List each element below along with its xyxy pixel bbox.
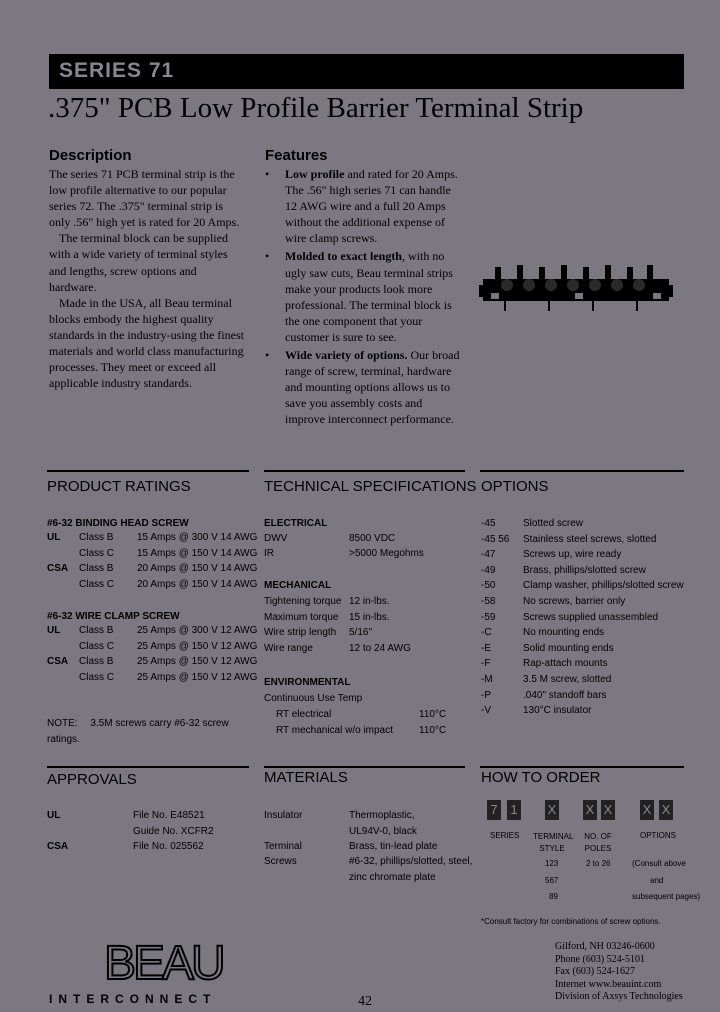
logo-tagline: INTERCONNECT — [49, 992, 217, 1006]
spec-value: 110°C — [419, 725, 447, 736]
option-code: -V — [481, 705, 491, 717]
materials-heading: MATERIALS — [264, 769, 348, 786]
option-code: -47 — [481, 549, 496, 561]
terminal-style: 89 — [549, 892, 558, 901]
order-heading: HOW TO ORDER — [481, 769, 601, 786]
class: Class C — [79, 547, 115, 559]
order-label-options: OPTIONS — [640, 831, 677, 840]
option-desc: .040" standoff bars — [523, 689, 607, 701]
order-options-note: subsequent pages) — [632, 892, 701, 901]
table-row — [47, 548, 257, 564]
order-digit-box: X — [640, 800, 654, 820]
material-key: Screws — [264, 856, 297, 867]
material-value: #6-32, phillips/slotted, steel, — [349, 856, 473, 867]
description-paragraph-2: The terminal block can be supplied with a wide variety of terminal styles and lengths, screw options and hardware. — [49, 231, 228, 294]
order-label-poles: NO. OF POLES — [584, 832, 612, 853]
spec-key: Tightening torque — [264, 596, 342, 607]
spec-key: Maximum torque — [264, 612, 339, 623]
contact-line: Fax (603) 524-1627 — [555, 966, 635, 977]
rating-value: 15 Amps @ 300 V 14 AWG — [137, 532, 258, 543]
spec-value: 15 in-lbs. — [349, 612, 390, 623]
spec-key: RT electrical — [276, 709, 332, 720]
option-code: -45 — [481, 518, 496, 529]
contact-block — [555, 941, 683, 1004]
ratings-note — [47, 718, 229, 729]
spec-key: IR — [264, 548, 274, 559]
option-row — [481, 690, 684, 706]
option-row — [481, 612, 684, 628]
option-desc: Rap-attach mounts — [523, 658, 608, 670]
approval-file: File No. 025562 — [133, 841, 204, 852]
spec-key: Wire strip length — [264, 627, 337, 638]
order-digit-box: X — [601, 800, 615, 820]
table-row — [47, 532, 257, 548]
option-desc: Stainless steel screws, slotted — [523, 533, 657, 545]
order-label-series: SERIES — [490, 831, 520, 840]
order-digit-box: 7 — [487, 800, 501, 820]
agency: CSA — [47, 656, 69, 667]
table-row — [47, 625, 257, 641]
spec-value: >5000 Megohms — [349, 548, 424, 559]
class: Class C — [79, 640, 115, 652]
option-row — [481, 534, 684, 550]
feature-item — [265, 347, 465, 427]
page-title: .375" PCB Low Profile Barrier Terminal Strip — [48, 92, 584, 124]
option-code: -P — [481, 689, 491, 701]
tech-heading: TECHNICAL SPECIFICATIONS — [264, 478, 477, 495]
feature-text: , with no ugly saw cuts, Beau terminal strips make your products look more professional. The terminal block is the one component that your customer is sure to see. — [285, 249, 453, 344]
material-value: zinc chromate plate — [349, 872, 436, 883]
option-row — [481, 705, 684, 721]
option-code: -45 56 — [481, 533, 510, 545]
agency — [47, 548, 79, 564]
option-row — [481, 643, 684, 659]
option-desc: Solid mounting ends — [523, 642, 614, 654]
option-desc: Slotted screw — [523, 518, 584, 529]
feature-lead: Low profile — [285, 167, 345, 181]
mechanical-label: MECHANICAL — [264, 580, 332, 591]
description-body — [49, 166, 247, 391]
table-row — [47, 672, 257, 688]
ratings-table-2 — [47, 625, 257, 687]
spec-value: 110°C — [419, 709, 447, 720]
agency — [47, 641, 79, 657]
order-options-note: (Consult above — [632, 859, 686, 868]
agency: UL — [47, 625, 61, 636]
spec-value: 12 in-lbs. — [349, 596, 390, 607]
class: Class C — [79, 578, 115, 590]
electrical-label: ELECTRICAL — [264, 518, 328, 529]
bullet-icon: • — [265, 167, 270, 181]
feature-text: Our broad range of screw, terminal, hardware and mounting options allows us to save you assembly costs and improve interconnect performance. — [285, 348, 460, 427]
ratings-group-2: #6-32 WIRE CLAMP SCREW — [47, 611, 180, 622]
contact-line: Phone (603) 524-5101 — [555, 953, 645, 965]
order-footnote: *Consult factory for combinations of screw options. — [481, 917, 661, 926]
option-code: -E — [481, 642, 491, 654]
options-heading: OPTIONS — [481, 478, 549, 495]
options-list — [481, 518, 684, 721]
order-label-terminal: TERMINAL STYLE — [533, 832, 574, 853]
approval-guide: Guide No. XCFR2 — [133, 826, 214, 837]
option-desc: Screws supplied unassembled — [523, 611, 659, 623]
note-label: NOTE: — [47, 718, 78, 729]
rating-value: 20 Amps @ 150 V 14 AWG — [137, 578, 258, 590]
bullet-icon: • — [265, 249, 270, 264]
option-row — [481, 658, 684, 674]
spec-value: 8500 VDC — [349, 533, 396, 544]
terminal-style: 567 — [545, 876, 559, 885]
feature-text: and rated for 20 Amps. The .56" high series 71 can handle 12 AWG wire and a full 20 Amps without the additional expense of wire clamp screws. — [285, 167, 458, 246]
spec-key: RT mechanical w/o impact — [276, 725, 393, 736]
environmental-label: ENVIRONMENTAL — [264, 677, 351, 688]
feature-lead: Molded to exact length — [285, 249, 402, 264]
option-row — [481, 580, 684, 596]
option-code: -59 — [481, 611, 496, 623]
rating-value: 25 Amps @ 300 V 12 AWG — [137, 625, 258, 636]
option-row — [481, 627, 684, 643]
agency: UL — [47, 532, 61, 543]
table-row — [47, 656, 257, 672]
option-row — [481, 518, 684, 534]
material-key: Terminal — [264, 841, 302, 852]
option-row — [481, 549, 684, 565]
note-text: 3.5M screws carry #6-32 screw — [90, 718, 229, 729]
option-code: -M — [481, 673, 493, 685]
table-row — [47, 641, 257, 657]
material-value: Thermoplastic, — [349, 810, 415, 821]
feature-item — [265, 166, 465, 246]
bullet-icon: • — [265, 348, 270, 363]
divider — [47, 470, 249, 472]
approval-agency: CSA — [47, 841, 69, 852]
divider — [47, 766, 249, 768]
option-desc: Brass, phillips/slotted screw — [523, 564, 646, 576]
option-desc: Screws up, wire ready — [523, 549, 622, 561]
table-row — [47, 563, 257, 579]
option-code: -F — [481, 658, 491, 670]
agency — [47, 672, 79, 688]
terminal-strip-image — [475, 255, 675, 315]
features-list — [265, 166, 465, 428]
rating-value: 25 Amps @ 150 V 12 AWG — [137, 656, 258, 667]
order-digit-box: X — [545, 800, 559, 820]
option-row — [481, 596, 684, 612]
class: Class B — [79, 563, 114, 574]
option-code: -58 — [481, 595, 496, 607]
beau-logo: BEAU — [104, 937, 223, 990]
order-digit-box: X — [659, 800, 673, 820]
rating-value: 15 Amps @ 150 V 14 AWG — [137, 547, 258, 559]
rating-value: 20 Amps @ 150 V 14 AWG — [137, 563, 258, 574]
option-desc: 130°C insulator — [523, 705, 592, 717]
agency — [47, 579, 79, 595]
contact-line: Internet www.beauint.com — [555, 978, 662, 990]
divider — [264, 766, 465, 768]
description-paragraph-1: The series 71 PCB terminal strip is the low profile alternative to our popular series 72. The .375" terminal strip is only .56" high yet is rated for 20 Amps. — [49, 167, 240, 230]
option-desc: Clamp washer, phillips/slotted screw — [523, 580, 684, 592]
order-options-note: and — [650, 876, 664, 885]
class: Class B — [79, 532, 114, 543]
ratings-note-2: ratings. — [47, 734, 80, 745]
series-banner — [49, 54, 684, 89]
option-row — [481, 674, 684, 690]
divider — [264, 470, 465, 472]
order-digit-box: 1 — [507, 800, 521, 820]
rating-value: 25 Amps @ 150 V 12 AWG — [137, 671, 258, 683]
option-row — [481, 565, 684, 581]
agency: CSA — [47, 563, 69, 574]
feature-item — [265, 248, 465, 345]
spec-key: DWV — [264, 533, 288, 544]
order-digit-box: X — [583, 800, 597, 820]
terminal-style: 123 — [545, 859, 559, 868]
material-value: Brass, tin-lead plate — [349, 841, 438, 852]
series-label: SERIES 71 — [59, 59, 175, 82]
approvals-heading: APPROVALS — [47, 771, 137, 788]
divider — [480, 766, 684, 768]
description-heading: Description — [49, 147, 132, 164]
option-code: -50 — [481, 580, 496, 592]
contact-line: Division of Axsys Technologies — [555, 991, 683, 1002]
features-heading: Features — [265, 147, 328, 164]
ratings-group-1: #6-32 BINDING HEAD SCREW — [47, 518, 189, 529]
poles-range: 2 to 26 — [586, 859, 611, 868]
option-desc: No mounting ends — [523, 627, 605, 639]
option-code: -C — [481, 627, 492, 639]
material-key: Insulator — [264, 810, 303, 821]
spec-value: 12 to 24 AWG — [349, 643, 411, 654]
description-paragraph-3: Made in the USA, all Beau terminal blocks embody the highest quality standards in the industry-using the finest materials and world class manufacturing processes. They meet or exceed all applicable industry standards. — [49, 295, 244, 391]
approval-file: File No. E48521 — [133, 810, 205, 821]
option-desc: No screws, barrier only — [523, 595, 626, 607]
contact-line: Gilford, NH 03246-0600 — [555, 941, 655, 952]
rating-value: 25 Amps @ 150 V 12 AWG — [137, 640, 258, 652]
table-row — [47, 579, 257, 595]
option-desc: 3.5 M screw, slotted — [523, 673, 612, 685]
ratings-heading: PRODUCT RATINGS — [47, 478, 191, 495]
class: Class C — [79, 671, 115, 683]
ratings-table-1 — [47, 532, 257, 594]
spec-value: 5/16" — [349, 627, 373, 638]
material-value: UL94V-0, black — [349, 826, 417, 837]
page-number: 42 — [358, 994, 372, 1009]
class: Class B — [79, 656, 114, 667]
option-code: -49 — [481, 564, 496, 576]
continuous-use-label: Continuous Use Temp — [264, 693, 363, 704]
approval-agency: UL — [47, 810, 61, 821]
feature-lead: Wide variety of options. — [285, 348, 408, 363]
divider — [480, 470, 684, 472]
spec-key: Wire range — [264, 643, 313, 654]
class: Class B — [79, 625, 114, 636]
